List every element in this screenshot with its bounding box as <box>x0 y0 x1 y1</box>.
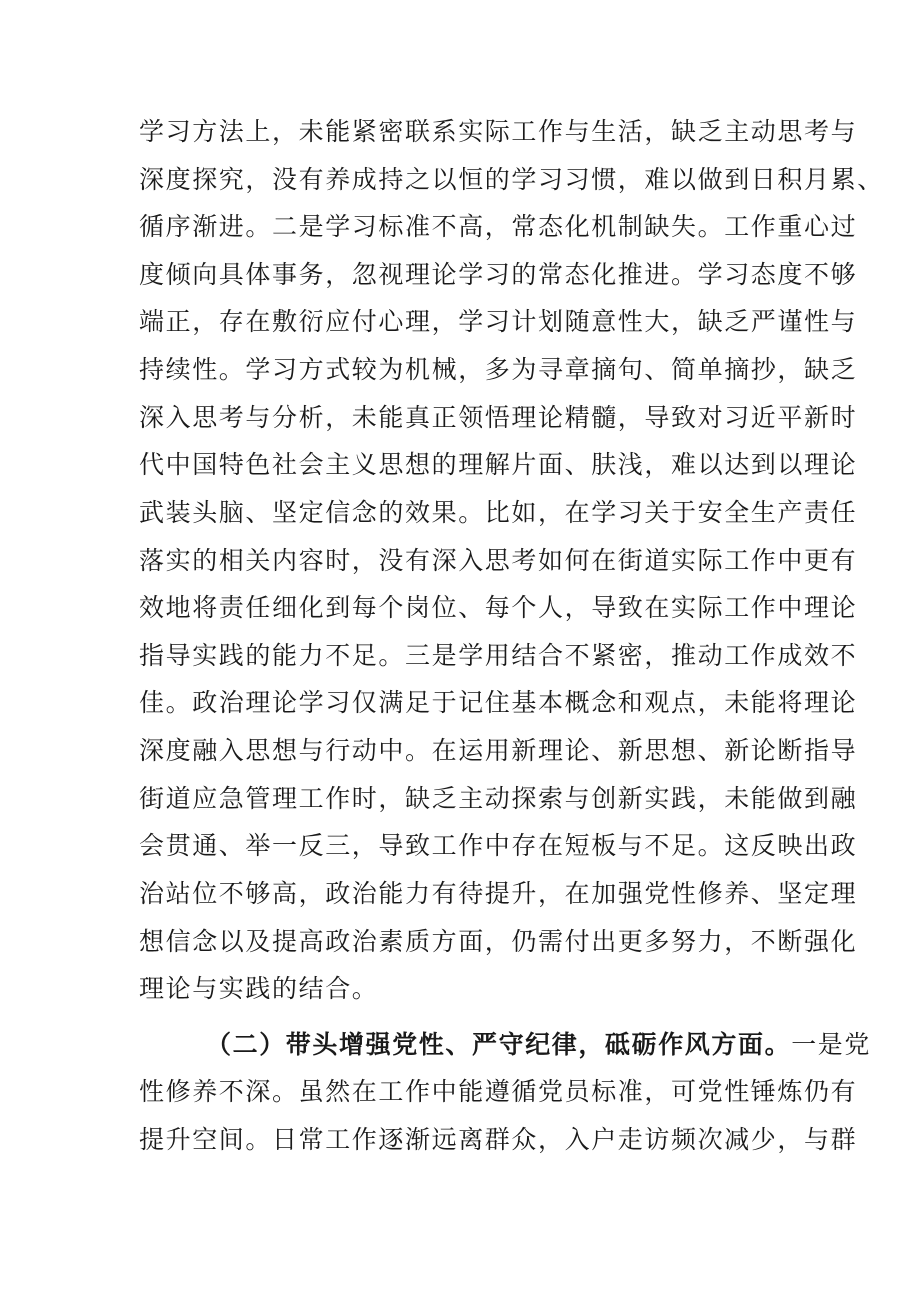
section-heading: （二）带头增强党性、严守纪律，砥砺作风方面。 <box>206 1030 792 1059</box>
body-text-line: 持续性。学习方式较为机械，多为寻章摘句、简单摘抄，缺乏 <box>139 355 858 384</box>
body-text-line: 学习方法上，未能紧密联系实际工作与生活，缺乏主动思考与 <box>139 117 858 146</box>
body-text-line: 深度探究，没有养成持之以恒的学习习惯，难以做到日积月累、 <box>139 165 884 194</box>
body-text-line: 循序渐进。二是学习标准不高，常态化机制缺失。工作重心过 <box>139 212 858 241</box>
body-text-line: 效地将责任细化到每个岗位、每个人，导致在实际工作中理论 <box>139 593 858 622</box>
body-text-line: 度倾向具体事务，忽视理论学习的常态化推进。学习态度不够 <box>139 260 858 289</box>
body-text-line: 深度融入思想与行动中。在运用新理论、新思想、新论断指导 <box>139 736 858 765</box>
body-text-line: 会贯通、举一反三，导致工作中存在短板与不足。这反映出政 <box>139 831 858 860</box>
body-text-line: 深入思考与分析，未能真正领悟理论精髓，导致对习近平新时 <box>139 403 858 432</box>
body-text-line: 理论与实践的结合。 <box>139 974 379 1003</box>
body-text-line: 街道应急管理工作时，缺乏主动探索与创新实践，未能做到融 <box>139 784 858 813</box>
body-text-line: 端正，存在敷衍应付心理，学习计划随意性大，缺乏严谨性与 <box>139 307 858 336</box>
body-text-line: 治站位不够高，政治能力有待提升，在加强党性修养、坚定理 <box>139 879 858 908</box>
body-text-line: 指导实践的能力不足。三是学用结合不紧密，推动工作成效不 <box>139 641 858 670</box>
body-text-line: 代中国特色社会主义思想的理解片面、肤浅，难以达到以理论 <box>139 450 858 479</box>
section-heading-line <box>206 1025 872 1065</box>
body-text-line: 落实的相关内容时，没有深入思考如何在街道实际工作中更有 <box>139 546 858 575</box>
body-text-line: 想信念以及提高政治素质方面，仍需付出更多努力，不断强化 <box>139 927 858 956</box>
body-text-line: 性修养不深。虽然在工作中能遵循党员标准，可党性锤炼仍有 <box>139 1077 858 1106</box>
body-text-line: 佳。政治理论学习仅满足于记住基本概念和观点，未能将理论 <box>139 688 858 717</box>
section-text-start: 一是党 <box>791 1030 872 1059</box>
body-text-line: 武装头脑、坚定信念的效果。比如，在学习关于安全生产责任 <box>139 498 858 527</box>
body-text-line: 提升空间。日常工作逐渐远离群众，入户走访频次减少，与群 <box>139 1125 858 1154</box>
